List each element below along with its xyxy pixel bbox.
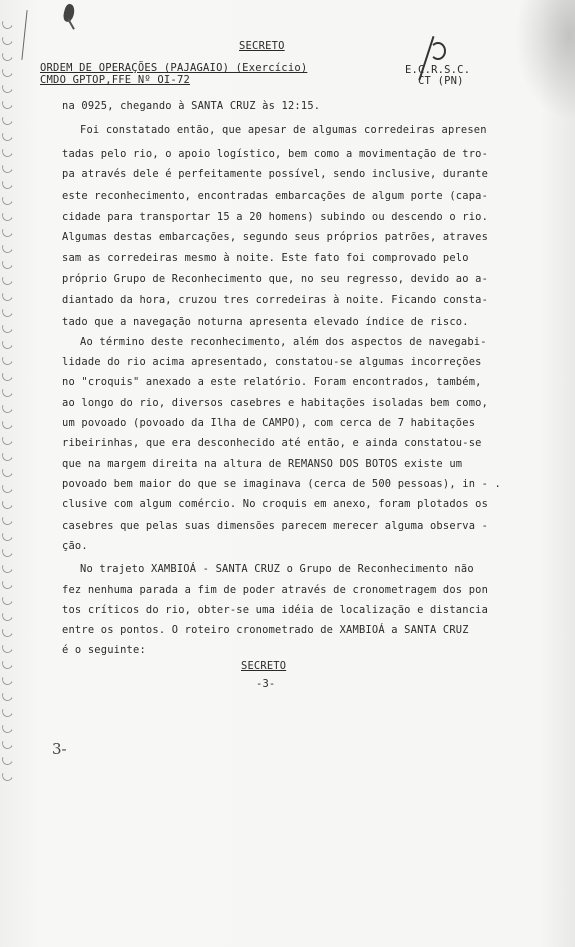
- binder-hole: [0, 192, 14, 206]
- binder-hole: [0, 16, 14, 30]
- binder-hole: [0, 320, 14, 334]
- body-line: na 0925, chegando à SANTA CRUZ às 12:15.: [62, 100, 321, 112]
- binder-hole: [0, 400, 14, 414]
- order-title: ORDEM DE OPERAÇÕES (PAJAGAIO) (Exercício): [40, 62, 308, 74]
- scan-smudge: [515, 0, 575, 120]
- body-line: um povoado (povoado da Ilha de CAMPO), com cerca de 7 habitações: [62, 417, 476, 429]
- body-line: entre os pontos. O roteiro cronometrado de XAMBIOÁ a SANTA CRUZ: [62, 624, 469, 636]
- binder-holes: [2, 18, 16, 788]
- binder-hole: [0, 528, 14, 542]
- body-line: clusive com algum comércio. No croquis em anexo, foram plotados os: [62, 498, 489, 510]
- body-line: sam as corredeiras mesmo à noite. Este fato foi comprovado pelo: [62, 252, 469, 264]
- binder-hole: [0, 304, 14, 318]
- binder-hole: [0, 656, 14, 670]
- body-line: lidade do rio acima apresentado, constatou-se algumas incorreções: [62, 356, 482, 368]
- binder-hole: [0, 352, 14, 366]
- binder-hole: [0, 448, 14, 462]
- body-line: Ao término deste reconhecimento, além dos aspectos de navegabi-: [80, 336, 487, 348]
- binder-hole: [0, 32, 14, 46]
- binder-hole: [0, 176, 14, 190]
- classification-bottom: SECRETO: [241, 660, 287, 672]
- body-line: tadas pelo rio, o apoio logístico, bem como a movimentação de tro-: [62, 148, 489, 160]
- body-line: povoado bem maior do que se imaginava (cerca de 500 pessoas), in - .: [62, 478, 501, 490]
- binder-hole: [0, 624, 14, 638]
- body-line: Algumas destas embarcações, segundo seus próprios patrões, atraves: [62, 231, 489, 243]
- binder-hole: [0, 608, 14, 622]
- binder-hole: [0, 432, 14, 446]
- body-line: casebres que pelas suas dimensões parecem merecer alguma observa -: [62, 520, 489, 532]
- body-line: pa através dele é perfeitamente possível, sendo inclusive, durante: [62, 168, 489, 180]
- binder-hole: [0, 720, 14, 734]
- body-line: cidade para transportar 15 a 20 homens) subindo ou descendo o rio.: [62, 211, 489, 223]
- binder-hole: [0, 288, 14, 302]
- body-line: ao longo do rio, diversos casebres e habitações isoladas bem como,: [62, 397, 489, 409]
- binder-hole: [0, 768, 14, 782]
- binder-hole: [0, 48, 14, 62]
- body-line: fez nenhuma parada a fim de poder através de cronometragem dos pon: [62, 584, 489, 596]
- binder-hole: [0, 560, 14, 574]
- binder-hole: [0, 384, 14, 398]
- binder-hole: [0, 416, 14, 430]
- binder-hole: [0, 112, 14, 126]
- binder-hole: [0, 240, 14, 254]
- page-number: -3-: [256, 678, 276, 690]
- binder-hole: [0, 128, 14, 142]
- body-line: ção.: [62, 540, 88, 552]
- binder-hole: [0, 672, 14, 686]
- binder-hole: [0, 64, 14, 78]
- binder-hole: [0, 80, 14, 94]
- body-line: no "croquis" anexado a este relatório. Foram encontrados, também,: [62, 376, 482, 388]
- body-line: é o seguinte:: [62, 644, 146, 656]
- margin-pen-line: [21, 10, 27, 60]
- ref-code: E.C.R.S.C.: [405, 64, 471, 76]
- binder-hole: [0, 704, 14, 718]
- binder-hole: [0, 496, 14, 510]
- body-line: Foi constatado então, que apesar de algumas corredeiras apresen: [80, 124, 487, 136]
- classification-top: SECRETO: [239, 40, 285, 52]
- binder-hole: [0, 464, 14, 478]
- binder-hole: [0, 736, 14, 750]
- binder-hole: [0, 96, 14, 110]
- order-subtitle: CMDO GPTOP,FFE Nº OI-72: [40, 74, 190, 86]
- body-line: tado que a navegação noturna apresenta elevado índice de risco.: [62, 316, 469, 328]
- binder-hole: [0, 208, 14, 222]
- signature-loop: [430, 42, 446, 60]
- binder-hole: [0, 256, 14, 270]
- binder-hole: [0, 336, 14, 350]
- binder-hole: [0, 688, 14, 702]
- body-line: este reconhecimento, encontradas embarcações de algum porte (capa-: [62, 190, 489, 202]
- binder-hole: [0, 592, 14, 606]
- binder-hole: [0, 144, 14, 158]
- binder-hole: [0, 752, 14, 766]
- binder-hole: [0, 224, 14, 238]
- binder-hole: [0, 160, 14, 174]
- body-line: tos críticos do rio, obter-se uma idéia de localização e distancia: [62, 604, 489, 616]
- binder-hole: [0, 640, 14, 654]
- binder-hole: [0, 576, 14, 590]
- body-line: diantado da hora, cruzou tres corredeiras à noite. Ficando consta-: [62, 294, 489, 306]
- ref-code-2: CT (PN): [418, 75, 464, 87]
- binder-hole: [0, 512, 14, 526]
- body-line: ribeirinhas, que era desconhecido até então, e ainda constatou-se: [62, 437, 482, 449]
- binder-hole: [0, 368, 14, 382]
- handwritten-page-number: 3-: [52, 740, 67, 758]
- body-line: No trajeto XAMBIOÁ - SANTA CRUZ o Grupo de Reconhecimento não: [80, 563, 474, 575]
- body-line: próprio Grupo de Reconhecimento que, no seu regresso, devido ao a-: [62, 273, 489, 285]
- binder-hole: [0, 544, 14, 558]
- body-line: que na margem direita na altura de REMANSO DOS BOTOS existe um: [62, 458, 463, 470]
- binder-hole: [0, 480, 14, 494]
- binder-hole: [0, 272, 14, 286]
